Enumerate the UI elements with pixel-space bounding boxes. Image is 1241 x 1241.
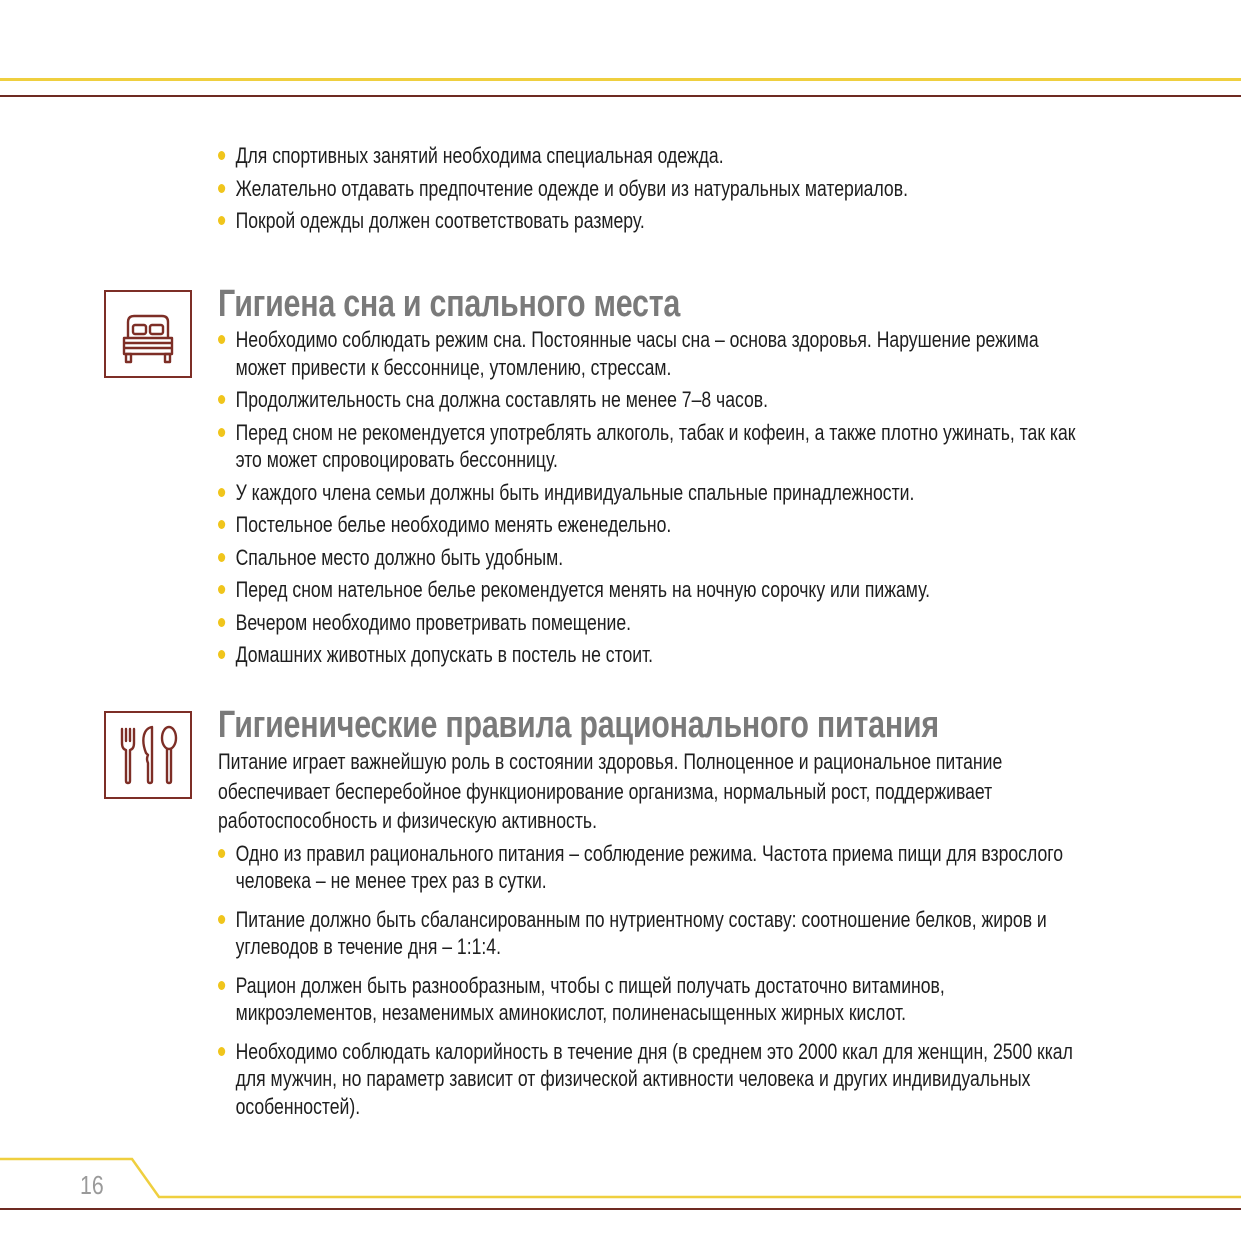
list-item: Спальное место должно быть удобным. (218, 544, 1082, 572)
sleep-section (218, 282, 1098, 674)
list-item: У каждого члена семьи должны быть индивидуальные спальные принадлежности. (218, 479, 1082, 507)
bullet-icon (218, 1047, 225, 1056)
list-item: Питание должно быть сбалансированным по нутриентному составу: соотношение белков, жиров и углеводов в течение дня – 1:1:4. (218, 906, 1090, 961)
nutrition-section (218, 703, 1098, 1131)
bullet-icon (218, 650, 225, 659)
bullet-icon (218, 520, 225, 529)
bullet-icon (218, 216, 225, 225)
bullet-icon (218, 488, 225, 497)
bullet-icon (218, 849, 225, 858)
section-intro: Питание играет важнейшую роль в состоянии здоровья. Полноценное и рациональное питание обеспечивает бесперебойное функционирование организма, нормальный рост, поддерживает работоспособность и физическую активность. (218, 749, 1003, 833)
bullet-icon (218, 618, 225, 627)
section-heading: Гигиенические правила рационального питания (218, 704, 939, 746)
list-item: Продолжительность сна должна составлять не менее 7–8 часов. (218, 386, 1082, 414)
bullet-icon (218, 981, 225, 990)
clothing-list (218, 142, 1098, 235)
list-item: Постельное белье необходимо менять еженедельно. (218, 511, 1082, 539)
list-item: Покрой одежды должен соответствовать размеру. (218, 207, 1098, 235)
bullet-icon (218, 151, 225, 160)
footer-rules (0, 1150, 1241, 1220)
list-item: Вечером необходимо проветривать помещение. (218, 609, 1082, 637)
clothing-section (218, 142, 1098, 240)
bullet-icon (218, 395, 225, 404)
bullet-icon (218, 553, 225, 562)
list-item: Перед сном не рекомендуется употреблять алкоголь, табак и кофеин, а также плотно ужинать, так как это может спровоцировать бессонницу. (218, 419, 1082, 474)
bullet-icon (218, 915, 225, 924)
bullet-icon (218, 335, 225, 344)
header-rule-yellow (0, 78, 1241, 81)
list-item: Рацион должен быть разнообразным, чтобы с пищей получать достаточно витаминов, микроэлементов, незаменимых аминокислот, полиненасыщенных жирных кислот. (218, 972, 1090, 1027)
list-item: Домашних животных допускать в постель не стоит. (218, 641, 1082, 669)
section-heading: Гигиена сна и спального места (218, 283, 681, 325)
list-item: Желательно отдавать предпочтение одежде и обуви из натуральных материалов. (218, 175, 1098, 203)
bullet-icon (218, 184, 225, 193)
bullet-icon (218, 585, 225, 594)
list-item: Одно из правил рационального питания – соблюдение режима. Частота приема пищи для взрослого человека – не менее трех раз в сутки. (218, 840, 1090, 895)
bullet-icon (218, 428, 225, 437)
list-item: Необходимо соблюдать калорийность в течение дня (в среднем это 2000 ккал для женщин, 2500 ккал для мужчин, но параметр зависит от физической активности человека и других индивидуальных особенностей). (218, 1038, 1090, 1121)
header-rule-red (0, 95, 1241, 97)
nutrition-list (218, 840, 1090, 1121)
list-item: Необходимо соблюдать режим сна. Постоянные часы сна – основа здоровья. Нарушение режима может привести к бессоннице, утомлению, стрессам. (218, 326, 1082, 381)
list-item: Для спортивных занятий необходима специальная одежда. (218, 142, 1098, 170)
bed-icon (104, 290, 192, 378)
footer-rule-yellow (0, 1159, 1241, 1197)
sleep-list (218, 326, 1082, 669)
page-number: 16 (80, 1170, 104, 1200)
list-item: Перед сном нательное белье рекомендуется менять на ночную сорочку или пижаму. (218, 576, 1082, 604)
cutlery-icon (104, 711, 192, 799)
